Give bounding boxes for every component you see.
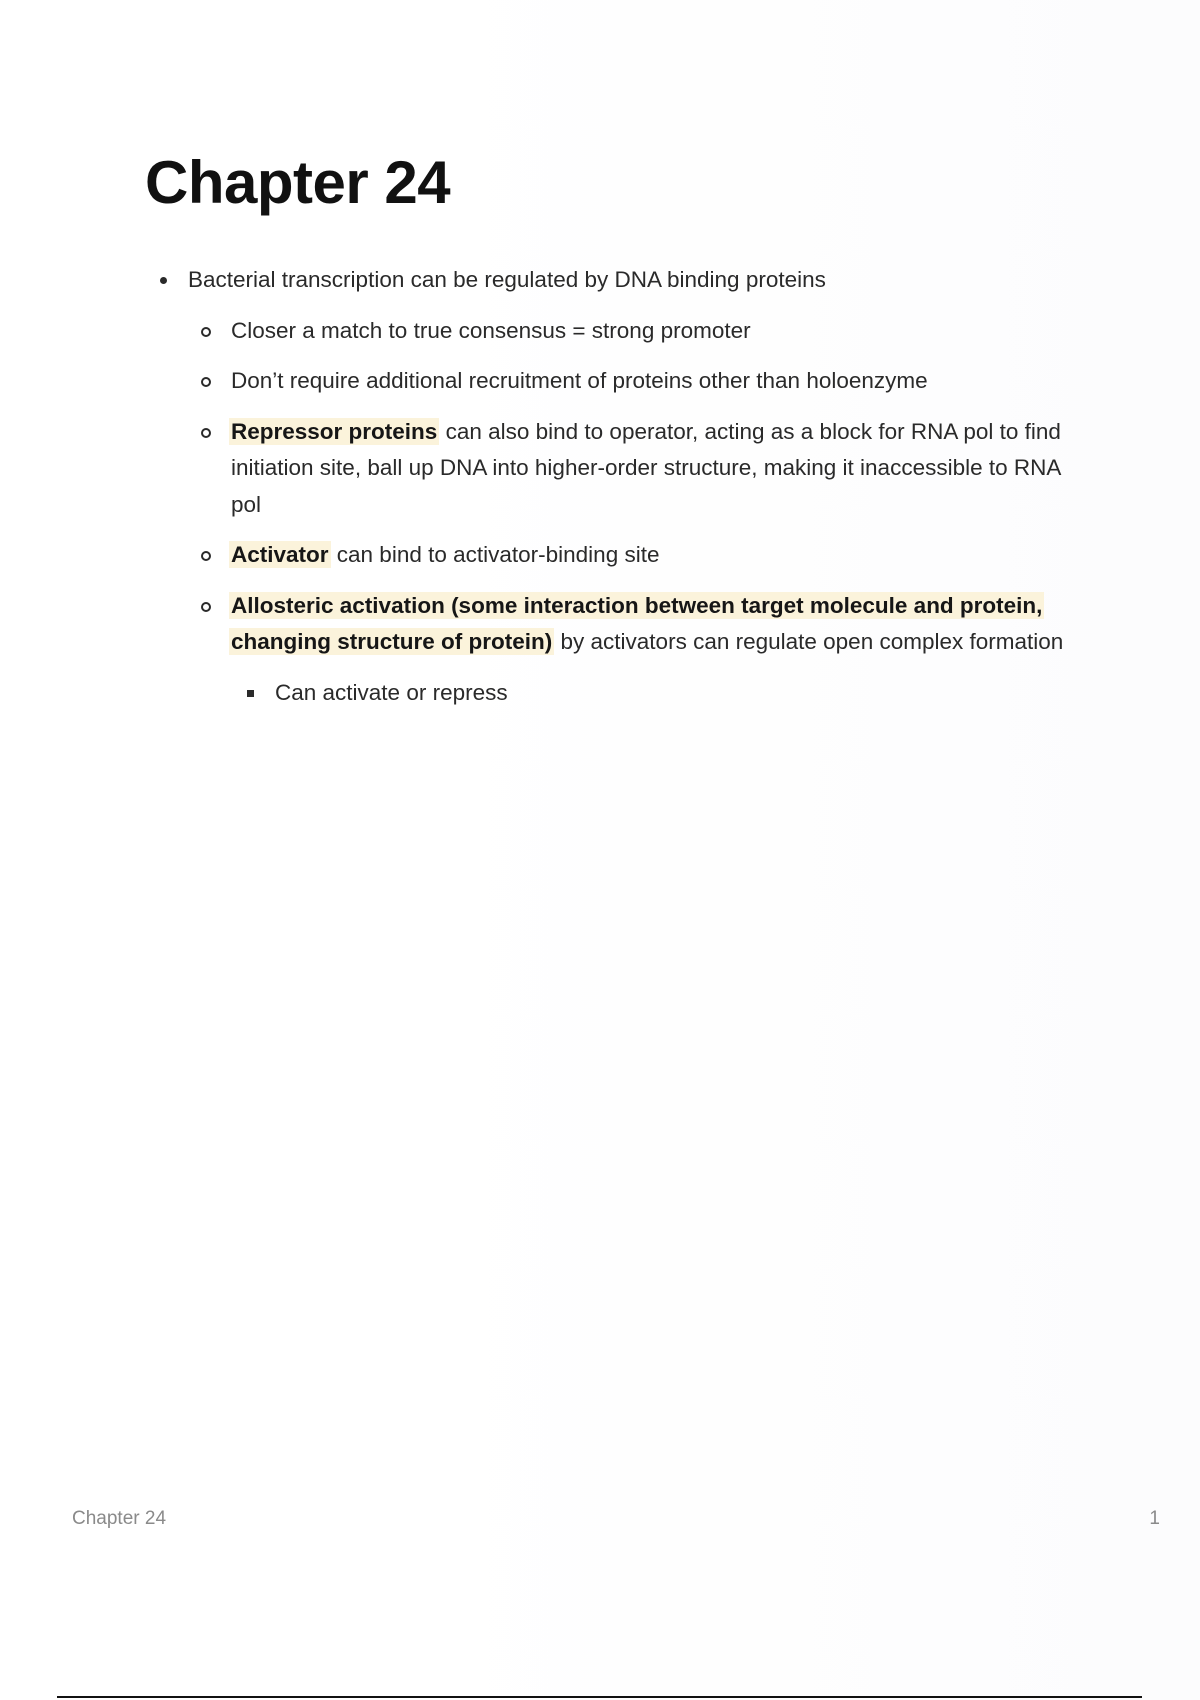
square-bullet-icon (247, 690, 254, 697)
highlighted-term: Activator (231, 542, 329, 567)
circle-bullet-icon (201, 602, 211, 612)
bullet-list (145, 262, 1095, 711)
page-title: Chapter 24 (145, 149, 451, 216)
list-item-text: Closer a match to true consensus = strong promoter (231, 317, 751, 343)
circle-bullet-icon (201, 327, 211, 337)
list-item (188, 313, 1095, 350)
list-item-text: Don’t require additional recruitment of proteins other than holoenzyme (231, 368, 928, 393)
sub-bullet-list (188, 313, 1095, 712)
page-divider (57, 1696, 1142, 1698)
footer-chapter-label: Chapter 24 (72, 1508, 167, 1529)
list-item-text: Bacterial transcription can be regulated by DNA binding proteins (188, 267, 826, 292)
list-item-text: by activators can regulate open complex formation (554, 629, 1064, 654)
disc-bullet-icon (160, 277, 167, 284)
list-item (231, 675, 1095, 712)
list-item-text: can bind to activator-binding site (330, 542, 660, 567)
circle-bullet-icon (201, 428, 211, 438)
circle-bullet-icon (201, 377, 211, 387)
list-item (188, 414, 1095, 524)
list-item-text: Can activate or repress (275, 679, 508, 705)
notes-content (145, 262, 1095, 725)
list-item (188, 537, 1095, 574)
list-item (188, 363, 1095, 400)
highlighted-term: Repressor proteins (231, 418, 438, 444)
sub-sub-bullet-list (231, 675, 1095, 712)
list-item-text: can also bind to operator, acting as a block for RNA pol to find initiation site, ball up DNA into higher-order structure, making it inaccessible to RNA pol (231, 418, 1061, 517)
highlighted-term: Allosteric activation (some interaction between target molecule and protein, changing structure of protein) (231, 592, 1043, 654)
list-item (145, 262, 1095, 711)
list-item (188, 588, 1095, 712)
page-number: 1 (1149, 1508, 1160, 1529)
circle-bullet-icon (201, 551, 211, 561)
